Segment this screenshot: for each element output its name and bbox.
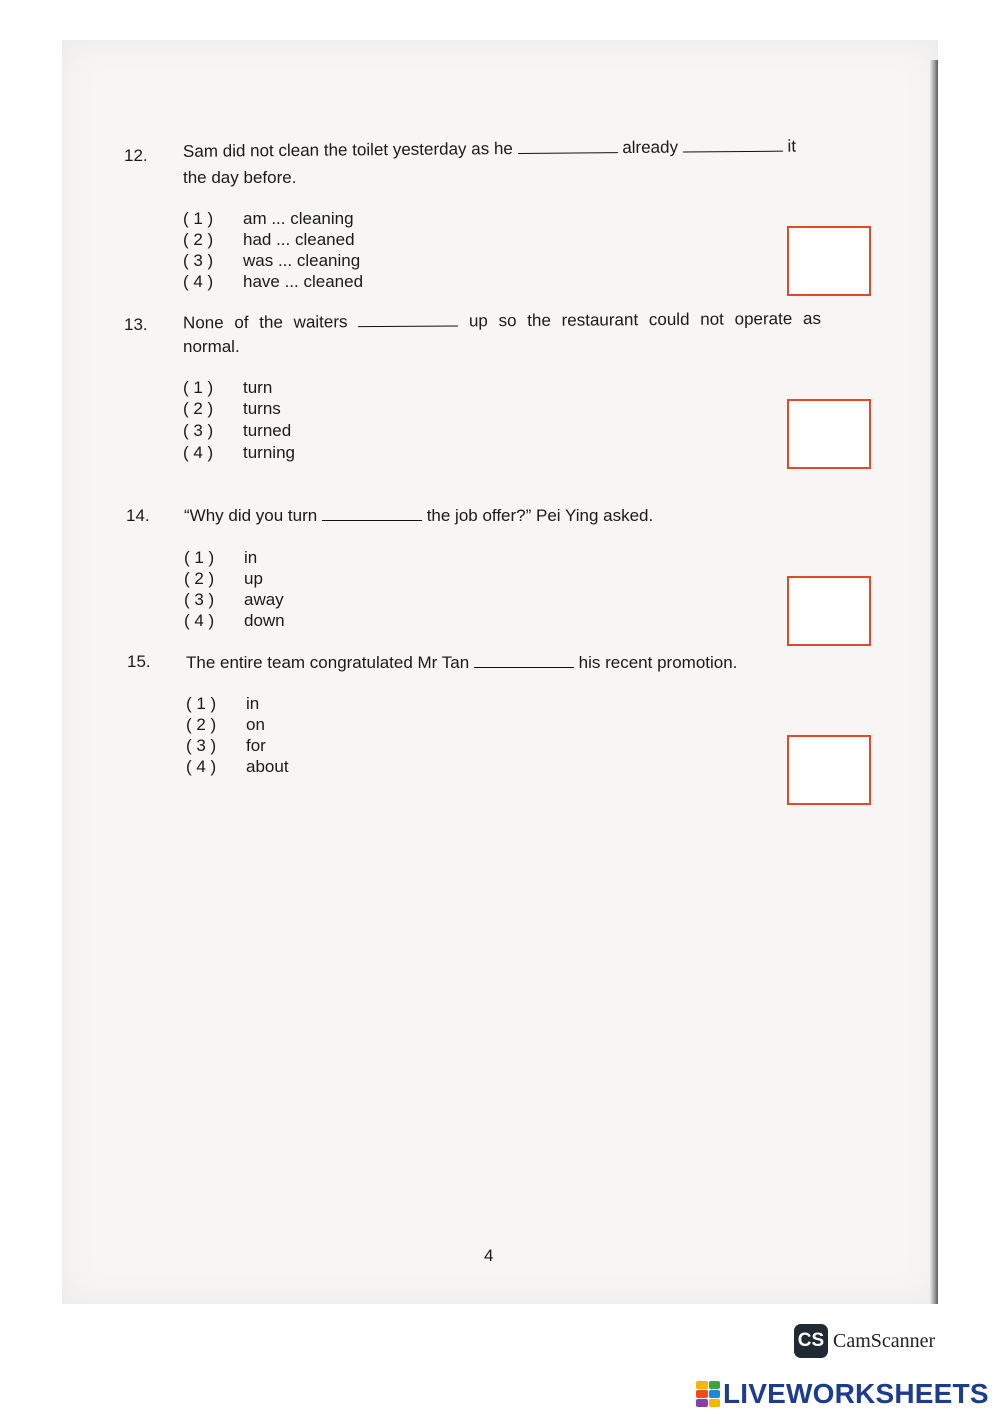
option-2: ( 2 ) turns [183, 399, 281, 418]
option-3: ( 3 ) turned [183, 421, 292, 440]
option-4: ( 4 ) have ... cleaned [183, 272, 364, 291]
option-2: ( 2 ) up [184, 569, 263, 588]
answer-blank [517, 138, 617, 154]
answer-blank [358, 311, 458, 327]
option-3: ( 3 ) for [186, 736, 266, 755]
option-3: ( 3 ) was ... cleaning [183, 251, 361, 270]
answer-blank [683, 137, 783, 153]
question-text: “Why did you turn the job offer?” Pei Ying asked. [184, 506, 654, 525]
option-3: ( 3 ) away [184, 590, 284, 609]
answer-blank [322, 506, 422, 521]
liveworksheets-label: LIVEWORKSHEETS [723, 1378, 989, 1409]
option-4: ( 4 ) about [186, 757, 289, 776]
answer-input-box[interactable] [787, 576, 871, 646]
question-text: Sam did not clean the toilet yesterday as he already it [182, 136, 797, 161]
answer-blank [474, 653, 574, 668]
answer-input-box[interactable] [787, 226, 871, 296]
page-number: 4 [484, 1246, 494, 1265]
camscanner-label: CamScanner [833, 1329, 936, 1352]
option-1: ( 1 ) am ... cleaning [183, 209, 354, 228]
question-text: None of the waiters up so the restaurant could not operate as [182, 308, 821, 333]
camscanner-logo-icon: CS [794, 1324, 828, 1358]
option-1: ( 1 ) in [184, 548, 258, 567]
question-number: 14. [126, 506, 150, 525]
question-text: The entire team congratulated Mr Tan his recent promotion. [186, 653, 738, 672]
page-edge-shadow [930, 60, 938, 1304]
answer-input-box[interactable] [787, 735, 871, 805]
option-1: ( 1 ) turn [183, 378, 273, 397]
option-4: ( 4 ) down [184, 611, 285, 630]
question-number: 12. [124, 146, 148, 165]
question-text-continued: normal. [183, 337, 240, 356]
liveworksheets-icon [696, 1381, 720, 1407]
question-text-continued: the day before. [183, 168, 297, 187]
option-1: ( 1 ) in [186, 694, 260, 713]
answer-input-box[interactable] [787, 399, 871, 469]
question-number: 15. [127, 652, 151, 671]
camscanner-watermark [794, 1324, 935, 1358]
option-2: ( 2 ) on [186, 715, 265, 734]
option-2: ( 2 ) had ... cleaned [183, 230, 355, 249]
question-number: 13. [124, 315, 148, 334]
liveworksheets-logo [696, 1378, 989, 1410]
option-4: ( 4 ) turning [183, 443, 295, 462]
